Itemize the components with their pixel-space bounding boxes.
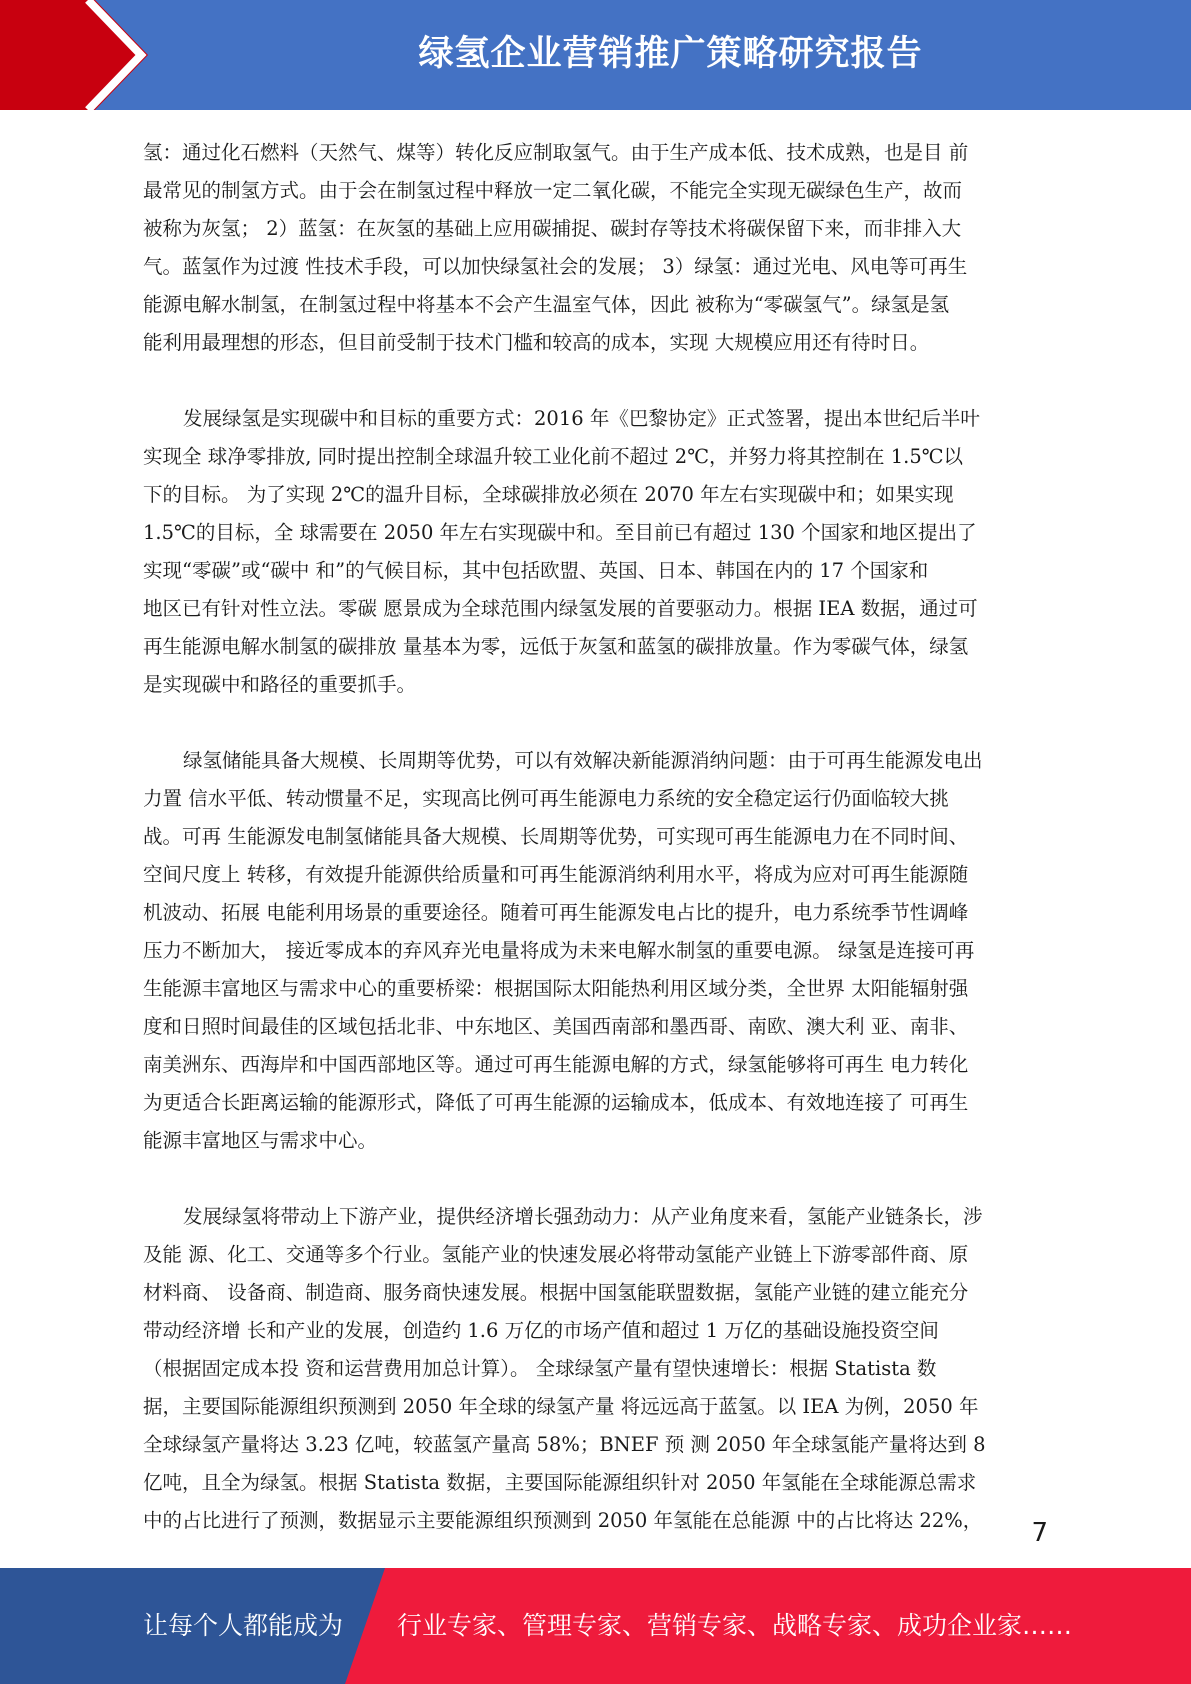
paragraph-line: 力置 信水平低、转动惯量不足，实现高比例可再生能源电力系统的安全稳定运行仍面临较大挑 — [143, 787, 949, 810]
report-body — [143, 134, 1049, 1578]
paragraph-line: 带动经济增 长和产业的发展，创造约 1.6 万亿的市场产值和超过 1 万亿的基础设施投资空间 — [143, 1319, 939, 1342]
paragraph-line: 下的目标。 为了实现 2℃的温升目标，全球碳排放必须在 2070 年左右实现碳中和；如果实现 — [143, 483, 954, 506]
paragraph — [143, 1198, 1049, 1540]
paragraph-line: 1.5℃的目标，全 球需要在 2050 年左右实现碳中和。至目前已有超过 130 个国家和地区提出了 — [143, 521, 977, 544]
paragraph-line: 气。蓝氢作为过渡 性技术手段，可以加快绿氢社会的发展； 3）绿氢：通过光电、风电等可再生 — [143, 255, 968, 278]
paragraph-line: 空间尺度上 转移，有效提升能源供给质量和可再生能源消纳利用水平，将成为应对可再生能源随 — [143, 863, 969, 886]
paragraph — [143, 134, 1049, 362]
paragraph-line: 压力不断加大， 接近零成本的弃风弃光电量将成为未来电解水制氢的重要电源。 绿氢是连接可再 — [143, 939, 975, 962]
paragraph-line: 被称为灰氢； 2）蓝氢：在灰氢的基础上应用碳捕捉、碳封存等技术将碳保留下来，而非排入大 — [143, 217, 962, 240]
paragraph-line: 亿吨，且全为绿氢。根据 Statista 数据，主要国际能源组织针对 2050 年氢能在全球能源总需求 — [143, 1471, 977, 1494]
paragraph-line: 能利用最理想的形态，但目前受制于技术门槛和较高的成本，实现 大规模应用还有待时日。 — [143, 331, 930, 354]
header-title: 绿氢企业营销推广策略研究报告 — [418, 34, 923, 74]
paragraph-line: 实现“零碳”或“碳中 和”的气候目标，其中包括欧盟、英国、日本、韩国在内的 17 个国家和 — [143, 559, 929, 582]
paragraph-line: 绿氢储能具备大规模、长周期等优势，可以有效解决新能源消纳问题：由于可再生能源发电出 — [183, 749, 983, 772]
paragraph-line: 最常见的制氢方式。由于会在制氢过程中释放一定二氧化碳，不能完全实现无碳绿色生产，故而 — [143, 179, 963, 202]
footer-slogan-left: 让每个人都能成为 — [143, 1611, 344, 1640]
footer-slogan-right: 行业专家、管理专家、营销专家、战略专家、成功企业家…… — [397, 1611, 1073, 1640]
paragraph-line: 为更适合长距离运输的能源形式，降低了可再生能源的运输成本，低成本、有效地连接了 可再生 — [143, 1091, 969, 1114]
paragraph-line: 度和日照时间最佳的区域包括北非、中东地区、美国西南部和墨西哥、南欧、澳大利 亚、南非、 — [143, 1015, 969, 1038]
paragraph-line: 材料商、 设备商、制造商、服务商快速发展。根据中国氢能联盟数据，氢能产业链的建立能充分 — [143, 1281, 969, 1304]
page-footer — [0, 1568, 1191, 1684]
paragraph — [143, 400, 1049, 704]
paragraph-line: 发展绿氢将带动上下游产业，提供经济增长强劲动力：从产业角度来看，氢能产业链条长，涉 — [183, 1205, 983, 1228]
paragraph-line: 生能源丰富地区与需求中心的重要桥梁：根据国际太阳能热利用区域分类，全世界 太阳能辐射强 — [143, 977, 969, 1000]
paragraph-line: 氢：通过化石燃料（天然气、煤等）转化反应制取氢气。由于生产成本低、技术成熟，也是目 前 — [143, 141, 969, 164]
paragraph-line: 及能 源、化工、交通等多个行业。氢能产业的快速发展必将带动氢能产业链上下游零部件商、原 — [143, 1243, 969, 1266]
paragraph-line: 全球绿氢产量将达 3.23 亿吨，较蓝氢产量高 58%；BNEF 预 测 2050 年全球氢能产量将达到 8 — [143, 1433, 986, 1456]
paragraph-line: 地区已有针对性立法。零碳 愿景成为全球范围内绿氢发展的首要驱动力。根据 IEA 数据，通过可 — [143, 597, 978, 620]
paragraph-line: 是实现碳中和路径的重要抓手。 — [143, 673, 417, 696]
paragraph-line: 发展绿氢是实现碳中和目标的重要方式：2016 年《巴黎协定》正式签署，提出本世纪后半叶 — [183, 407, 980, 430]
paragraph-line: 能源丰富地区与需求中心。 — [143, 1129, 378, 1152]
header-arrow-decoration — [0, 0, 160, 110]
paragraph-line: 南美洲东、西海岸和中国西部地区等。通过可再生能源电解的方式，绿氢能够将可再生 电力转化 — [143, 1053, 969, 1076]
paragraph-line: 机波动、拓展 电能利用场景的重要途径。随着可再生能源发电占比的提升，电力系统季节性调峰 — [143, 901, 969, 924]
paragraph-line: 中的占比进行了预测，数据显示主要能源组织预测到 2050 年氢能在总能源 中的占比将达 22%， — [143, 1509, 983, 1532]
paragraph-line: 实现全 球净零排放, 同时提出控制全球温升较工业化前不超过 2℃，并努力将其控制在 1.5℃以 — [143, 445, 964, 468]
paragraph-line: 能源电解水制氢，在制氢过程中将基本不会产生温室气体，因此 被称为“零碳氢气”。绿氢是氢 — [143, 293, 950, 316]
paragraph-line: 再生能源电解水制氢的碳排放 量基本为零，远低于灰氢和蓝氢的碳排放量。作为零碳气体，绿氢 — [143, 635, 969, 658]
paragraph-line: （根据固定成本投 资和运营费用加总计算）。 全球绿氢产量有望快速增长：根据 Statista 数 — [143, 1357, 937, 1380]
paragraph-line: 据，主要国际能源组织预测到 2050 年全球的绿氢产量 将远远高于蓝氢。以 IEA 为例，2050 年 — [143, 1395, 979, 1418]
page-number: 7 — [1031, 1518, 1048, 1548]
paragraph-line: 战。可再 生能源发电制氢储能具备大规模、长周期等优势，可实现可再生能源电力在不同时间、 — [143, 825, 969, 848]
paragraph — [143, 742, 1049, 1160]
page-header — [0, 0, 1191, 110]
